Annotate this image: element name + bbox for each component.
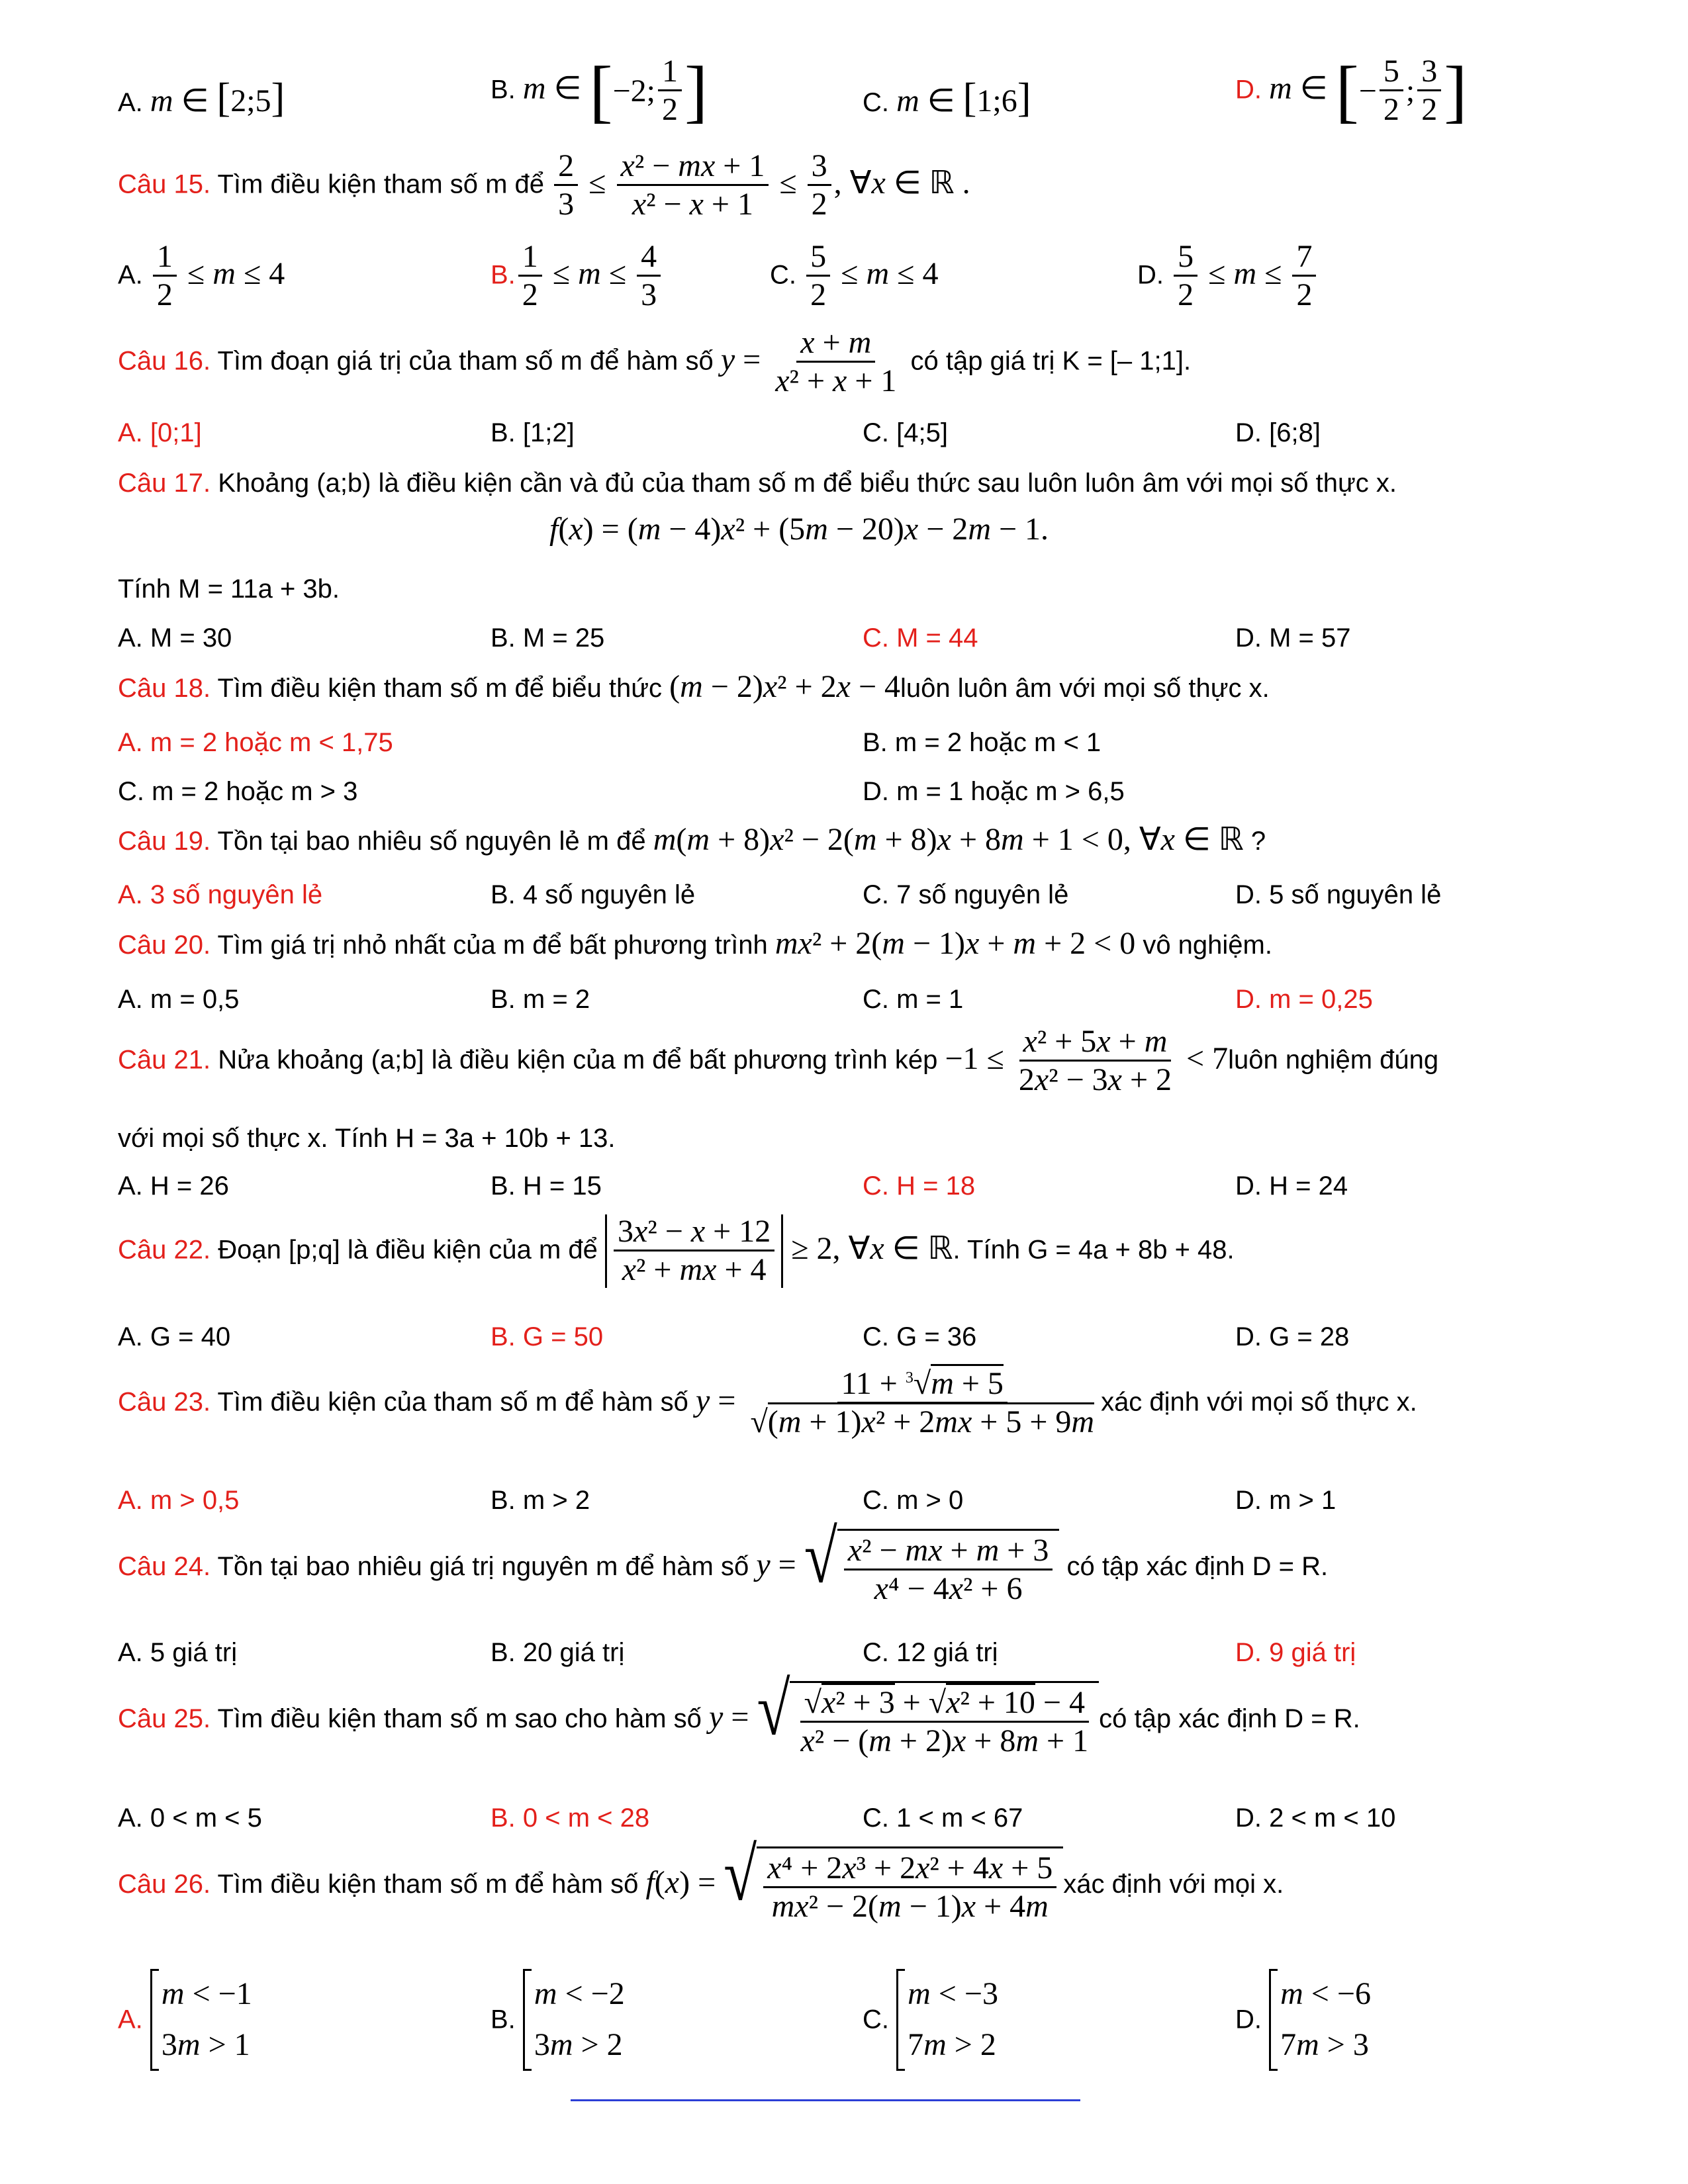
footer-link-underline[interactable] [571,2099,1080,2101]
q16-answers [118,418,1587,458]
answer-b: B. G = 50 [491,1322,604,1351]
q14-answers [118,54,1587,134]
answer-d: D. m < −6 7m > 3 [1235,1969,1371,2071]
answer-a: A. H = 26 [118,1171,229,1201]
question-label: Câu 20. [118,931,211,960]
answer-b: B. m < −2 3m > 2 [491,1969,625,2071]
answer-c: C. m > 0 [863,1486,964,1515]
answer-b: B. 20 giá trị [491,1638,625,1667]
answer-c: C. m = 1 [863,985,964,1014]
question-label: Câu 25. [118,1704,211,1734]
q17-formula: f(x) = (m − 4)x² + (5m − 20)x − 2m − 1. [549,512,1049,547]
q17-answers [118,623,1587,663]
answer-d: D. [6;8] [1235,418,1321,447]
q20-answers [118,985,1587,1024]
answer-d: D. 2 < m < 10 [1235,1803,1396,1833]
q15-answers [118,240,1587,312]
q18-answers-row1 [118,728,1587,768]
answer-d: D. G = 28 [1235,1322,1350,1351]
q17-task: Tính M = 11a + 3b. [118,574,340,604]
answer-c: C. 12 giá trị [863,1638,998,1667]
answer-b: B. 0 < m < 28 [491,1803,650,1833]
question-label: Câu 21. [118,1045,211,1075]
q21-task: với mọi số thực x. Tính H = 3a + 10b + 13. [118,1124,616,1153]
answer-a: A. m = 0,5 [118,985,240,1014]
answer-b: B. M = 25 [491,623,605,653]
q19-answers [118,880,1587,920]
answer-b: B. m > 2 [491,1486,590,1515]
question-label: Câu 23. [118,1387,211,1417]
question-22: Câu 22. Đoạn [p;q] là điều kiện của m để $\frac{\text{3x² − x + 12}}{\text{x² + mx + 4}}$ ≥ 2, ∀x ∈ ℝ. Tính G = 4a + 8b + 48. [118,1214,1235,1287]
answer-a: A. m > 0,5 [118,1486,240,1515]
answer-c: C. 1 < m < 67 [863,1803,1023,1833]
answer-a: A. $\frac{1}{2}$ ≤ m ≤ 4 [118,239,285,312]
question-label: Câu 17. [118,469,211,498]
answer-b: B. m = 2 hoặc m < 1 [863,728,1102,757]
answer-b: B. m ∈ [ −2; $\frac{1}{2}$ ] [491,52,708,130]
q25-answers [118,1803,1587,1843]
question-label: Câu 15. [118,169,211,199]
answer-c: C. $\frac{5}{2}$ ≤ m ≤ 4 [770,239,939,312]
answer-a: A. M = 30 [118,623,232,653]
answer-d: D. 5 số nguyên lẻ [1235,880,1442,909]
question-19: Câu 19. Tồn tại bao nhiêu số nguyên lẻ m để m(m + 8)x² − 2(m + 8)x + 8m + 1 < 0, ∀x ∈ ℝ ? [118,822,1266,857]
answer-c: C. G = 36 [863,1322,977,1351]
answer-b: B. 4 số nguyên lẻ [491,880,696,909]
answer-c: C. m ∈ [1;6] [863,75,1031,120]
answer-b: B. [1;2] [491,418,575,447]
answer-a: A. [0;1] [118,418,202,447]
answer-b: B. m = 2 [491,985,590,1014]
answer-d: D. m = 0,25 [1235,985,1373,1014]
answer-d: D. m ∈ [ − $\frac{5}{2}$ ; $\frac{3}{2}$ ] [1235,52,1468,130]
answer-c: C. m = 2 hoặc m > 3 [118,777,358,806]
answer-d: D. m > 1 [1235,1486,1336,1515]
question-label: Câu 24. [118,1552,211,1582]
question-label: Câu 26. [118,1870,211,1899]
answer-c: C. m < −3 7m > 2 [863,1969,998,2071]
question-label: Câu 16. [118,346,211,376]
question-18: Câu 18. Tìm điều kiện tham số m để biểu thức (m − 2)x² + 2x − 4luôn luôn âm với mọi số thực x. [118,669,1270,704]
question-17: Câu 17. Khoảng (a;b) là điều kiện cần và đủ của tham số m để biểu thức sau luôn luôn âm với mọi số thực x. [118,469,1397,498]
answer-a: A. 5 giá trị [118,1638,238,1667]
answer-a: A. 0 < m < 5 [118,1803,262,1833]
answer-c: C. 7 số nguyên lẻ [863,880,1069,909]
question-25: Câu 25. Tìm điều kiện tham số m sao cho hàm số y = √ $\frac{\text{√x² + 3 + √x² + 10 − 4}}{\text{x² − (m + 2)x + 8m + 1}}$ có tập xác định D = R. [118,1667,1360,1758]
question-15: Câu 15. Tìm điều kiện tham số m để $\frac{2}{3}$ ≤ $\frac{\text{x² − mx + 1}}{\text{x² − x + 1}}$ ≤ $\frac{3}{2}$ , ∀x ∈ ℝ . [118,148,970,222]
answer-b: B. $\frac{1}{2}$ ≤ m ≤ $\frac{4}{3}$ [491,240,663,313]
question-21: Câu 21. Nửa khoảng (a;b] là điều kiện của m để bất phương trình kép −1 ≤ $\frac{\text{x² + 5x + m}}{\text{2x² − 3x + 2}}$ < 7luôn nghiệm đúng [118,1024,1439,1097]
answer-d: D. m = 1 hoặc m > 6,5 [863,777,1125,806]
question-16: Câu 16. Tìm đoạn giá trị của tham số m để hàm số y = $\frac{x + m}{\text{x² + x + 1}}$ có tập giá trị K = [– 1;1]. [118,325,1192,398]
answer-a: A. G = 40 [118,1322,231,1351]
q22-answers [118,1322,1587,1362]
question-26: Câu 26. Tìm điều kiện tham số m để hàm số f(x) = √ $\frac{\text{x⁴ + 2x³ + 2x² + 4x + 5}}{\text{mx² − 2(m − 1)x + 4m}}$ xác định với mọi x. [118,1833,1284,1924]
answer-b: B. H = 15 [491,1171,602,1201]
q26-answers [118,1969,1587,2062]
answer-d: D. $\frac{5}{2}$ ≤ m ≤ $\frac{7}{2}$ [1137,240,1319,313]
question-23: Câu 23. Tìm điều kiện của tham số m để hàm số y = $\frac{11 + ^3√m + 5}{\text{√(m + 1)x² + 2mx + 5 + 9m}}$ xác định với mọi số thực x. [118,1367,1587,1440]
answer-c: C. [4;5] [863,418,948,447]
answer-d: D. M = 57 [1235,623,1351,653]
answer-c: C. M = 44 [863,623,978,653]
q21-answers [118,1171,1587,1211]
answer-d: D. H = 24 [1235,1171,1348,1201]
answer-a: A. m ∈ [2;5] [118,75,285,120]
question-label: Câu 22. [118,1235,211,1265]
question-label: Câu 19. [118,827,211,856]
q18-answers-row2 [118,777,1587,817]
q24-answers [118,1638,1587,1678]
question-24: Câu 24. Tồn tại bao nhiêu giá trị nguyên m để hàm số y = √ $\frac{\text{x² − mx + m + 3}}{\text{x⁴ − 4x² + 6}}$ có tập xác định D = R. [118,1515,1329,1606]
answer-a: A. 3 số nguyên lẻ [118,880,323,909]
answer-a: A. m = 2 hoặc m < 1,75 [118,728,393,757]
question-label: Câu 18. [118,674,211,703]
question-20: Câu 20. Tìm giá trị nhỏ nhất của m để bất phương trình mx² + 2(m − 1)x + m + 2 < 0 vô nghiệm. [118,926,1272,961]
answer-d: D. 9 giá trị [1235,1638,1356,1667]
answer-a: A. m < −1 3m > 1 [118,1969,252,2071]
q23-answers [118,1486,1587,1525]
answer-c: C. H = 18 [863,1171,976,1201]
